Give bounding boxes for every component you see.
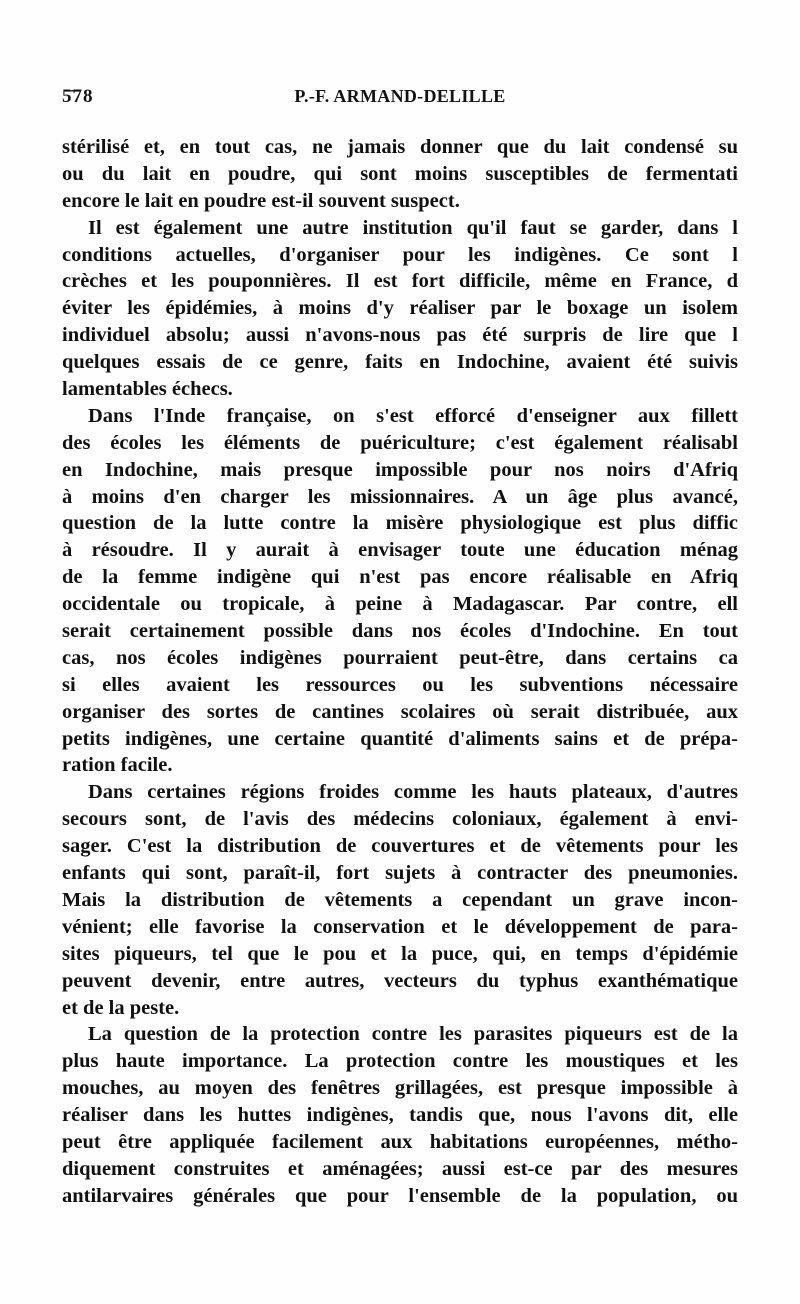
text-line: Il est également une autre institution qu'il faut se garder, dans l	[88, 216, 738, 239]
text-line: si elles avaient les ressources ou les subventions nécessaire	[62, 673, 738, 696]
text-line: antilarvaires générales que pour l'ensemble de la population, ou	[62, 1184, 738, 1207]
text-line: quelques essais de ce genre, faits en Indochine, avaient été suivis	[62, 351, 738, 374]
text-line: sites piqueurs, tel que le pou et la puce, qui, en temps d'épidémie	[62, 942, 738, 965]
text-line: individuel absolu; aussi n'avons-nous pas été surpris de lire que l	[62, 324, 738, 347]
paragraph	[62, 134, 738, 215]
paragraph	[62, 1021, 738, 1209]
text-line: à moins d'en charger les missionnaires. A un âge plus avancé,	[62, 485, 738, 508]
page-number: 5̄78	[62, 86, 94, 107]
text-line: petits indigènes, une certaine quantité d'aliments sains et de prépa-	[62, 727, 738, 750]
text-line: éviter les épidémies, à moins d'y réaliser par le boxage un isolem	[62, 297, 738, 320]
text-line: de la femme indigène qui n'est pas encore réalisable en Afriq	[62, 566, 738, 589]
text-line: diquement construites et aménagées; aussi est-ce par des mesures	[62, 1157, 738, 1180]
text-line: lamentables échecs.	[62, 378, 233, 401]
text-line: mouches, au moyen des fenêtres grillagées, est presque impossible à	[62, 1077, 738, 1100]
paragraph	[62, 215, 738, 403]
text-line: vénient; elle favorise la conservation et le développement de para-	[62, 915, 738, 938]
text-line: occidentale ou tropicale, à peine à Madagascar. Par contre, ell	[62, 593, 738, 616]
text-line: des écoles les éléments de puériculture; c'est également réalisabl	[62, 431, 738, 454]
paragraph	[62, 403, 738, 779]
text-line: conditions actuelles, d'organiser pour les indigènes. Ce sont l	[62, 243, 738, 266]
text-line: encore le lait en poudre est-il souvent suspect.	[62, 189, 460, 212]
body-text	[62, 134, 738, 1210]
text-line: Dans certaines régions froides comme les hauts plateaux, d'autres	[88, 781, 738, 804]
running-head	[62, 86, 738, 114]
text-line: secours sont, de l'avis des médecins coloniaux, également à envi-	[62, 808, 738, 831]
text-line: ou du lait en poudre, qui sont moins susceptibles de fermentati	[62, 162, 738, 185]
text-line: en Indochine, mais presque impossible pour nos noirs d'Afriq	[62, 458, 738, 481]
running-head-author: P.-F. ARMAND-DELILLE	[294, 86, 506, 106]
text-line: peuvent devenir, entre autres, vecteurs du typhus exanthématique	[62, 969, 738, 992]
text-line: organiser des sortes de cantines scolaires où serait distribuée, aux	[62, 700, 738, 723]
text-line: à résoudre. Il y aurait à envisager toute une éducation ménag	[62, 539, 738, 562]
text-line: Mais la distribution de vêtements a cependant un grave incon-	[62, 888, 738, 911]
text-line: cas, nos écoles indigènes pourraient peut-être, dans certains ca	[62, 646, 738, 669]
text-line: question de la lutte contre la misère physiologique est plus diffic	[62, 512, 738, 535]
text-line: peut être appliquée facilement aux habitations européennes, métho-	[62, 1130, 738, 1153]
text-line: La question de la protection contre les parasites piqueurs est de la	[88, 1023, 738, 1046]
text-line: réaliser dans les huttes indigènes, tandis que, nous l'avons dit, elle	[62, 1104, 738, 1127]
text-line: plus haute importance. La protection contre les moustiques et les	[62, 1050, 738, 1073]
text-line: Dans l'Inde française, on s'est efforcé d'enseigner aux fillett	[88, 404, 738, 427]
text-line: ration facile.	[62, 754, 173, 777]
text-line: sager. C'est la distribution de couvertures et de vêtements pour les	[62, 835, 738, 858]
text-line: et de la peste.	[62, 996, 180, 1019]
paragraph	[62, 779, 738, 1021]
text-line: serait certainement possible dans nos écoles d'Indochine. En tout	[62, 620, 738, 643]
text-line: stérilisé et, en tout cas, ne jamais donner que du lait condensé su	[62, 136, 738, 158]
text-line: enfants qui sont, paraît-il, fort sujets à contracter des pneumonies.	[62, 862, 738, 885]
text-line: crèches et les pouponnières. Il est fort difficile, même en France, d	[62, 270, 738, 293]
